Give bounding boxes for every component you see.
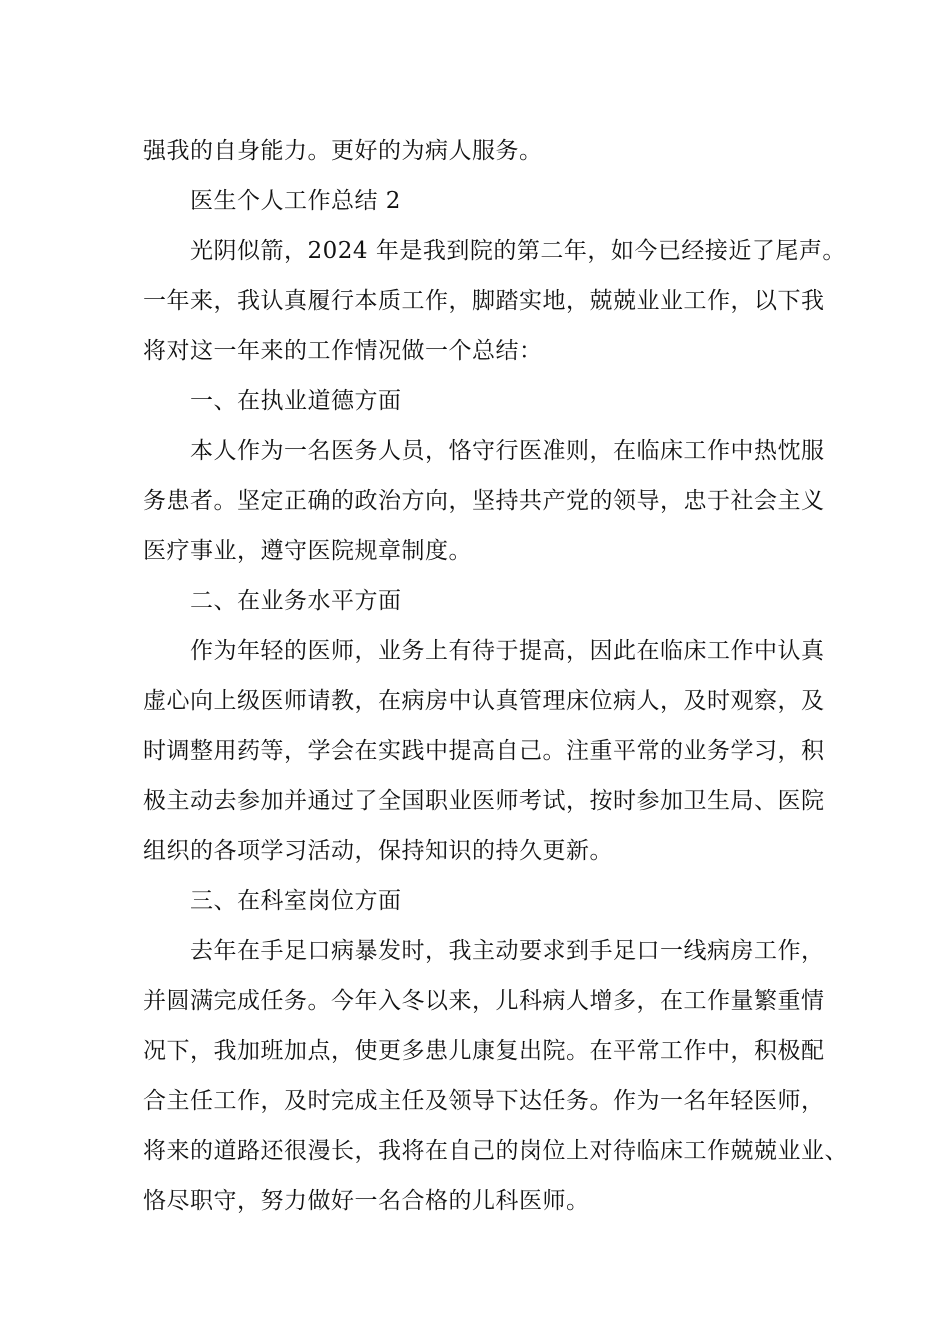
paragraph-line: 务患者。坚定正确的政治方向，坚持共产党的领导，忠于社会主义 bbox=[143, 488, 825, 514]
paragraph-line: 虚心向上级医师请教，在病房中认真管理床位病人，及时观察，及 bbox=[143, 688, 825, 714]
paragraph-line: 时调整用药等，学会在实践中提高自己。注重平常的业务学习，积 bbox=[143, 738, 825, 764]
paragraph-line: 恪尽职守，努力做好一名合格的儿科医师。 bbox=[143, 1188, 590, 1214]
paragraph-line: 作为年轻的医师，业务上有待于提高，因此在临床工作中认真 bbox=[190, 638, 825, 664]
paragraph-line: 本人作为一名医务人员，恪守行医准则，在临床工作中热忱服 bbox=[190, 438, 825, 464]
section-heading: 三、在科室岗位方面 bbox=[190, 888, 402, 914]
paragraph-line: 将对这一年来的工作情况做一个总结： bbox=[143, 338, 543, 364]
section-title: 医生个人工作总结 2 bbox=[190, 188, 401, 214]
section-heading: 一、在执业道德方面 bbox=[190, 388, 402, 414]
paragraph-line: 并圆满完成任务。今年入冬以来，儿科病人增多，在工作量繁重情 bbox=[143, 988, 825, 1014]
paragraph-line: 极主动去参加并通过了全国职业医师考试，按时参加卫生局、医院 bbox=[143, 788, 825, 814]
paragraph-line: 况下，我加班加点，使更多患儿康复出院。在平常工作中，积极配 bbox=[143, 1038, 825, 1064]
paragraph-line: 合主任工作，及时完成主任及领导下达任务。作为一名年轻医师， bbox=[143, 1088, 825, 1114]
paragraph-line: 组织的各项学习活动，保持知识的持久更新。 bbox=[143, 838, 613, 864]
paragraph-line: 去年在手足口病暴发时，我主动要求到手足口一线病房工作， bbox=[190, 938, 825, 964]
paragraph-line: 一年来，我认真履行本质工作，脚踏实地，兢兢业业工作，以下我 bbox=[143, 288, 825, 314]
paragraph-line: 强我的自身能力。更好的为病人服务。 bbox=[143, 138, 543, 164]
paragraph-line: 光阴似箭，2024 年是我到院的第二年，如今已经接近了尾声。 bbox=[190, 238, 846, 264]
paragraph-line: 将来的道路还很漫长，我将在自己的岗位上对待临床工作兢兢业业、 bbox=[143, 1138, 848, 1164]
section-heading: 二、在业务水平方面 bbox=[190, 588, 402, 614]
paragraph-line: 医疗事业，遵守医院规章制度。 bbox=[143, 538, 472, 564]
